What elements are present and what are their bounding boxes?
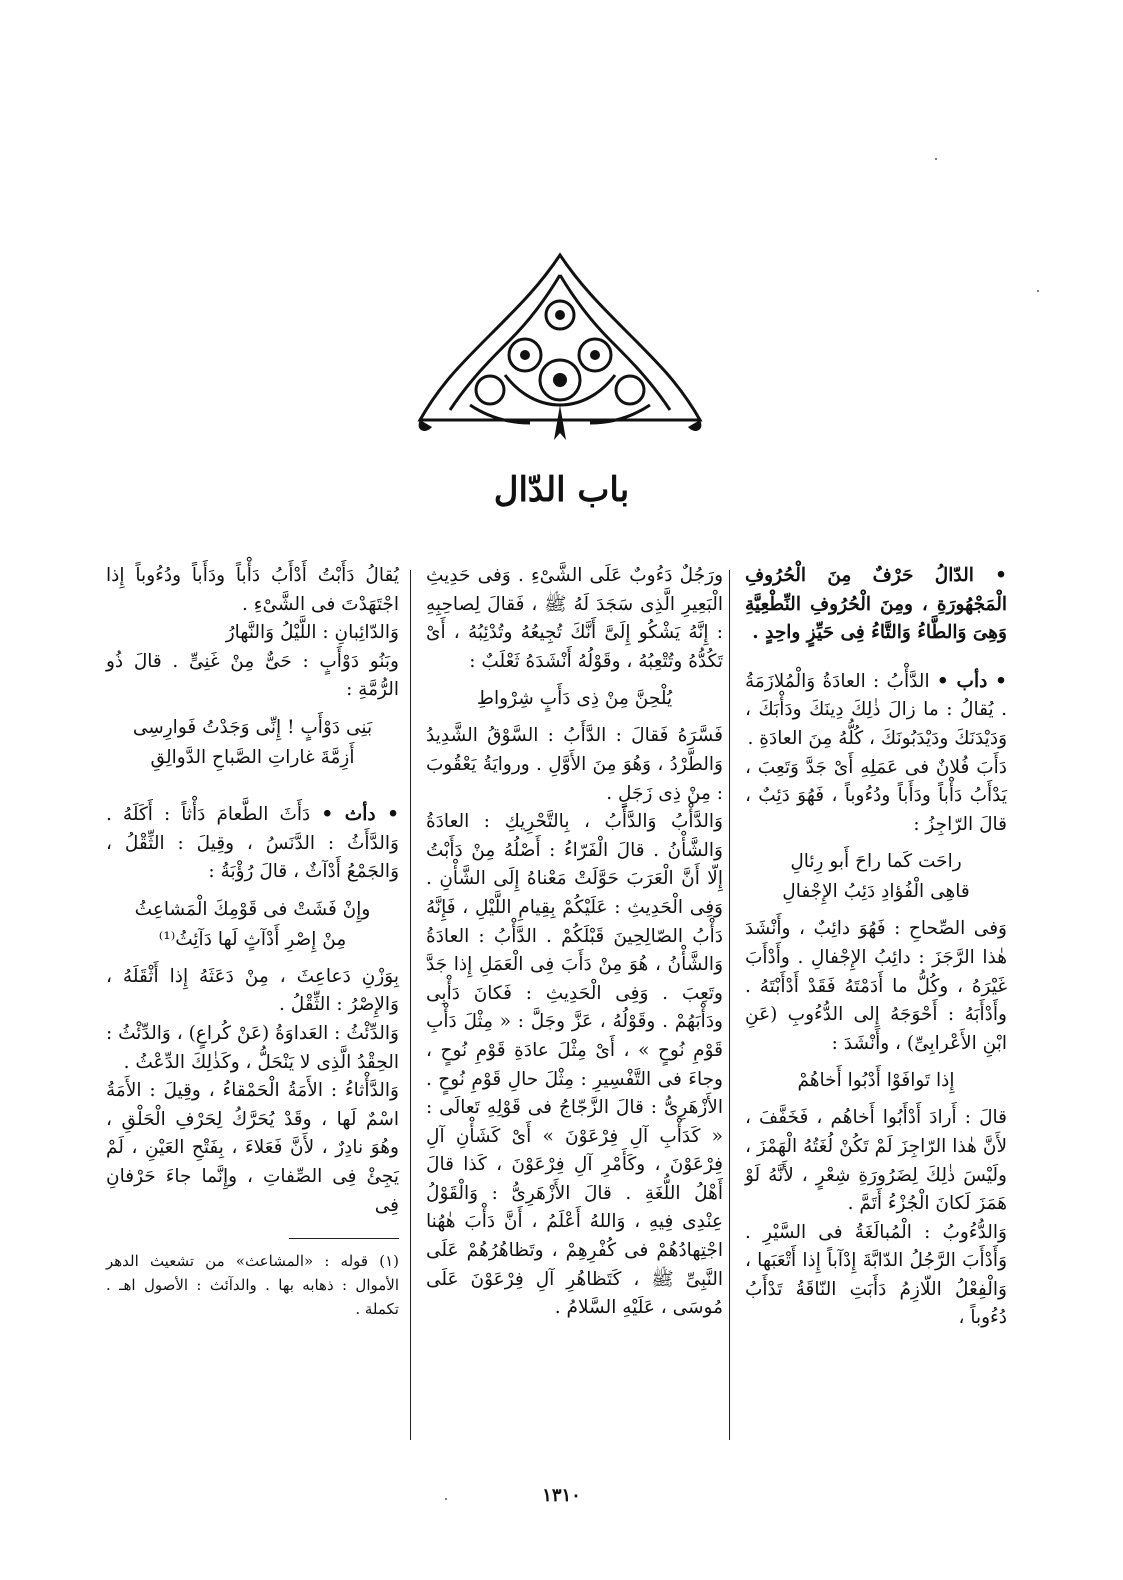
verse	[106, 895, 399, 955]
entry-headword: • دأب •	[936, 670, 1007, 692]
verse-line: بَنِى دَوْأَبٍ ! إِنِّى وَجَدْتُ فَوارِسِى	[132, 716, 373, 738]
page-number: ١٣١٠	[542, 1485, 581, 1506]
verse-line: مِنْ إِصْرِ أَدْآثٍ لَها دَآئِثُ⁽¹⁾	[158, 928, 347, 950]
footnote: (١) قوله : «المشاعث» من تشعيث الدهر الأموال : ذهابه بها . والدآئث : الأصول اهـ . تكملة .	[106, 1252, 399, 1319]
spacer	[745, 648, 1007, 668]
paragraph: فَسَّرَهُ فَقالَ : الدَّأَبُ : السَّوْقُ الشَّدِيدُ وَالطَّرْدُ ، وَهُوَ مِنَ الأَوَّلِ . وروايَةُ يَعْقُوبَ : مِنْ ذِى زَجَلٍ .	[426, 725, 723, 804]
paragraph: وَفى الصِّحاحِ : فَهُوَ دائِبٌ ، وأَنْشَدَ هٰذا الرَّجَزَ : دائِبُ الإِجْفالِ . وأَدْأَبَ غَيْرَهُ ، وكُلُّ ما أَدَمْتَهُ فَقَدْ أَدْأَبْتَهُ . وأَدْأَبَهُ : أَحْوَجَهُ إِلى الدُّءُوبِ (عَنِ ابْنِ الأَعْرابِىِّ) ، وأَنْشَدَ :	[745, 918, 1007, 1054]
left-column	[106, 562, 399, 1321]
spacer	[106, 781, 399, 801]
middle-column	[426, 562, 723, 1323]
verse	[745, 847, 1007, 907]
scan-speck	[1037, 290, 1039, 292]
right-column	[745, 562, 1007, 1333]
column-divider	[410, 570, 411, 1440]
paragraph: وبَنُو دَوْأَبٍ : حَىٌّ مِنْ غَنِىٍّ . قالَ ذُو الرُّمَّةِ :	[106, 650, 399, 701]
verse	[426, 684, 723, 714]
verse-line: قاهِى الْفُؤادِ دَئِبُ الإِجْفالِ	[782, 881, 970, 903]
paragraph: وَالدَّأْبُ وَالدَّأَبُ ، بِالتَّحْرِيكِ : العادَةُ وَالشَّأْنُ . قالَ الْفَرّاءُ : أَصْلُهُ مِنْ دَأَبْتُ إِلّا أَنَّ الْعَرَبَ حَوَّلَتْ مَعْناهُ إِلَى الشَّأْنِ . وَفِى الْحَدِيثِ : عَلَيْكُمْ بِقِيامِ اللَّيْلِ ، فَإِنَّهُ دَأْبُ الصّالِحِينَ قَبْلَكُمْ . الدَّأْبُ : العادَةُ وَالشَّأْنُ ، هُوَ مِنْ دَأَبَ فِى الْعَمَلِ إِذا جَدَّ وتَعِبَ . وَفِى الْحَدِيثِ : فَكانَ دَأْبِى ودَأْبَهُمْ . وقَوْلُهُ ، عَزَّ وجَلَّ : « مِثْلَ دَأْبِ قَوْمِ نُوحٍ » ، أَىْ مِثْلَ عادَةِ قَوْمِ نُوحٍ ، وجاءَ فى التَّفْسِيرِ : مِثْلَ حالِ قَوْمِ نُوحٍ . الأَزْهَرِىُّ : قالَ الزَّجّاجُ فى قَوْلِهِ تَعالَى : « كَدَأْبِ آلِ فِرْعَوْنَ » أَىْ كَشَأْنِ آلِ فِرْعَوْنَ ، وكَأَمْرِ آلِ فِرْعَوْنَ ، كَذا قالَ أَهْلُ اللُّغَةِ . قالَ الأَزْهَرِىُّ : وَالْقَوْلُ عِنْدِى فِيهِ ، وَاللهُ أَعْلَمُ ، أَنَّ دَأْبَ هٰهُنا اجْتِهادُهُمْ فى كُفْرِهِمْ ، وتَظاهُرُهُمْ عَلَى النَّبِىِّ ﷺ ، كَتَظاهُرِ آلِ فِرْعَوْنَ عَلَى مُوسَى ، عَلَيْهِ السَّلامُ .	[426, 811, 723, 1319]
verse-line: إِذا تَوافَوْا أَدْبُوا أَخاهُمْ	[797, 1070, 955, 1092]
scan-speck	[445, 1498, 447, 1500]
ornamental-headpiece-icon	[410, 245, 710, 445]
verse-line: وإِنْ فَشَتْ فى قَوْمِكَ الْمَشاعِثُ	[134, 898, 371, 920]
paragraph: وَالدِّئْثُ : العَداوَةُ (عَنْ كُراعٍ) ، وَالدِّئْثُ : الحِقْدُ الَّذِى لا يَنْحَلُّ ، وكَذٰلِكَ الدِّعْثُ .	[105, 1022, 399, 1073]
scan-speck	[935, 158, 937, 160]
chapter-title: باب الدّال	[493, 470, 630, 510]
paragraph: وَالدّائِبانِ : اللَّيْلُ وَالنَّهارُ	[225, 622, 399, 644]
intro-paragraph: • الدّالُ حَرْفٌ مِنَ الْحُرُوفِ الْمَجْهُورَةِ ، ومِنَ الْحُرُوفِ النِّطْعِيَّةِ وَهِىَ وَالطَّاءُ وَالتَّاءُ فِى حَيِّزٍ واحِدٍ .	[745, 565, 1007, 644]
paragraph: يُقالُ دَأَبْتُ أَدْأَبُ دَأْباً ودَأَباً ودُءُوباً إِذا اجْتَهَدْتَ فى الشَّىْءِ .	[106, 565, 399, 615]
verse-line: يُلْحِنَّ مِنْ ذِى دَأَبٍ شِرْواطِ	[476, 688, 673, 710]
paragraph: قالَ : أَرادَ أَدْأَبُوا أَخاهُم ، فَخَفَّفَ ، لأَنَّ هٰذا الرّاجِزَ لَمْ تَكُنْ لُغَتُهُ الْهَمْزَ ، ولَيْسَ ذٰلِكَ لِضَرُورَةِ شِعْرٍ ، لأَنَّهُ لَوْ هَمَزَ لَكانَ الْجُزْءُ أَتَمَّ .	[745, 1107, 1007, 1215]
paragraph: وَالدُّءُوبُ : الْمُبالَغَةُ فى السَّيْرِ . وَأَدْأَبَ الرَّجُلُ الدّابَّةَ إِدْآباً إِذا أَتْعَبَها ، وَالْفِعْلُ اللّازِمُ دَأَبَتِ النّاقَةُ تَدْأَبُ دُءُوباً ،	[745, 1221, 1007, 1329]
entry-text: دَأَثَ الطَّعامَ دَأْثاً : أَكَلَهُ . وَالدَّأَثُ : الدَّنَسُ ، وقِيلَ : الثِّقْلُ ، وَالجَمْعُ أَدْآثٌ ، قالَ رُؤْبَةُ :	[106, 803, 399, 883]
entry-text: الدَّأْبُ : العادَةُ وَالْمُلازَمَةُ . يُقالُ : ما زالَ ذٰلِكَ دِينَكَ ودَأْبَكَ ، وَدَيْدَنَكَ ودَيْدَبُونَكَ ، كُلُّهُ مِنَ العادَةِ .	[745, 670, 1007, 749]
paragraph: دَأَبَ فُلانٌ فى عَمَلِهِ أَىْ جَدَّ وَتَعِبَ ، يَدْأَبُ دَأْباً ودَأَباً ودُءُوباً ، فَهُوَ دَئِبٌ ، قالَ الرّاجِزُ :	[745, 756, 1007, 835]
footnote-divider	[289, 1238, 399, 1239]
verse	[745, 1066, 1007, 1096]
paragraph: وَالدَّأْثاءُ : الأَمَةُ الْحَمْقاءُ ، وقِيلَ : الأَمَةُ اسْمٌ لَها ، وقَدْ يُحَرَّكُ لِحَرْفِ الْحَلْقِ ، وهُوَ نادِرٌ ، لأَنَّ فَعَلاءَ ، بِفَتْحِ العَيْنِ ، لَمْ يَجِئْ فِى الصِّفاتِ ، وإِنَّما جاءَ حَرْفانِ فِى	[106, 1080, 399, 1216]
paragraph: ورَجُلٌ دَءُوبٌ عَلَى الشَّىْءِ . وَفى حَدِيثِ الْبَعِيرِ الَّذِى سَجَدَ لَهُ ﷺ ، فَقالَ لِصاحِبِهِ : إِنَّهُ يَشْكُو إِلَىَّ أَنَّكَ تُجِيعُهُ وتُدْئِبُهُ ، أَىْ تَكُدُّهُ وتُتْعِبُهُ ، وقَوْلُهُ أَنْشَدَهُ ثَعْلَبٌ :	[426, 565, 723, 672]
verse	[106, 713, 399, 773]
verse-line: راحَت كَما راحَ أَبو رِئالِ	[790, 851, 962, 873]
entry-headword: • دأث •	[321, 803, 400, 825]
verse-line: أَزِمَّةَ غاراتِ الصَّباحِ الدَّوالِقِ	[150, 746, 355, 768]
column-divider	[729, 570, 730, 1440]
paragraph: بِوَزْنِ دَعاعِثَ ، مِنْ دَعَثَهُ إِذا أَثْقَلَهُ ، وَالإِصْرُ : الثِّقْلُ .	[106, 965, 399, 1016]
entry-dab	[745, 668, 1007, 754]
entry-dath	[106, 801, 399, 887]
